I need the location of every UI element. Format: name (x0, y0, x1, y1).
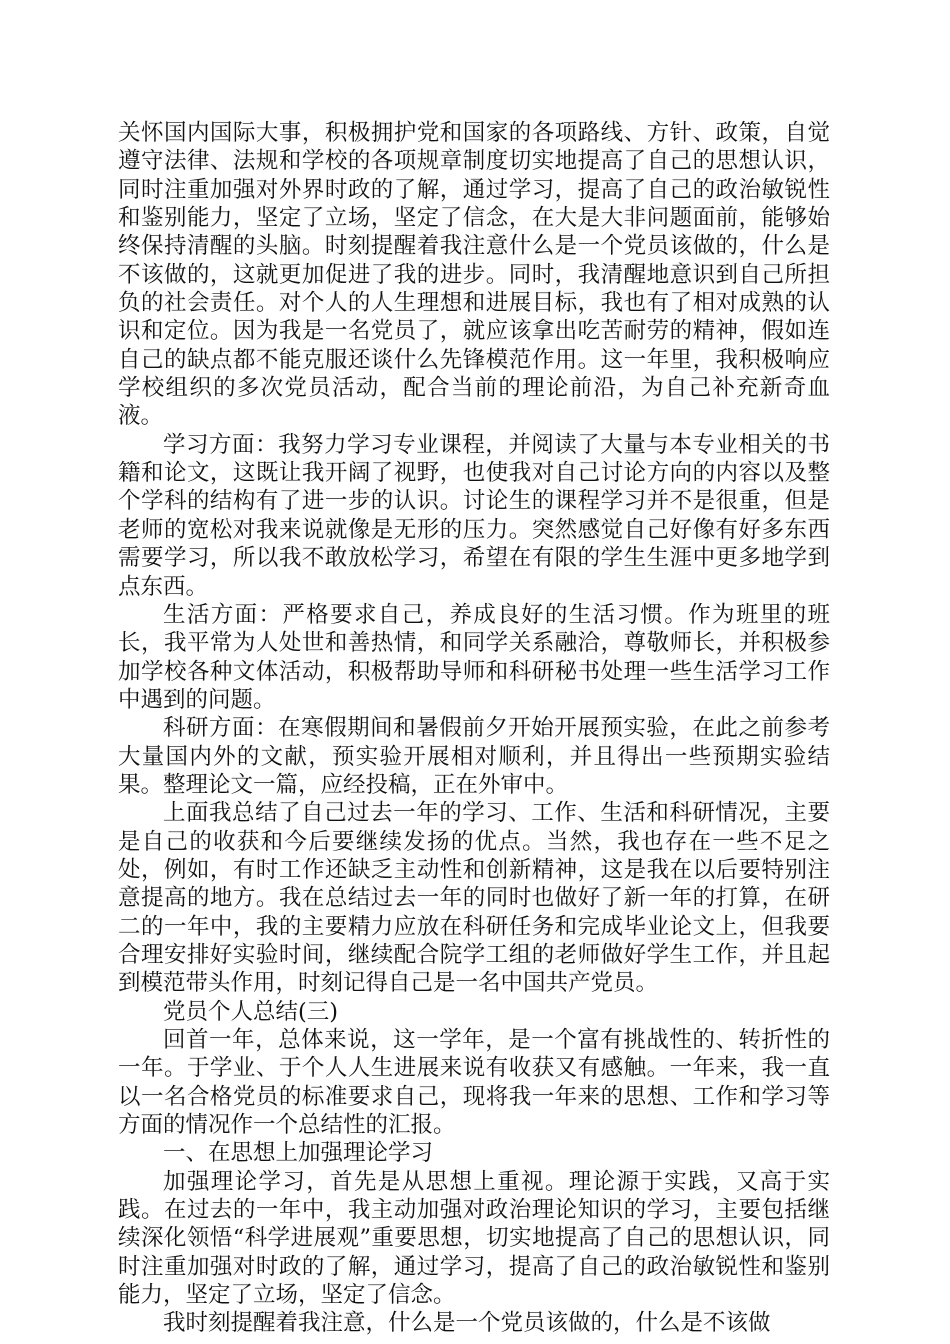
subsection-heading: 一、在思想上加强理论学习 (163, 1140, 434, 1167)
paragraph-research: 科研方面：在寒假期间和暑假前夕开始开展预实验，在此之前参考大量国内外的文献，预实验开展相对顺利，并且得出一些预期实验结果。整理论文一篇，应经投稿，正在外审中。 (118, 715, 830, 798)
paragraph-review: 回首一年，总体来说，这一学年，是一个富有挑战性的、转折性的一年。于学业、于个人人生进展来说有收获又有感触。一年来，我一直以一名合格党员的标准要求自己，现将我一年来的思想、工作和学习等方面的情况作一个总结性的汇报。 (118, 1027, 830, 1139)
section-title: 党员个人总结(三) (163, 998, 339, 1025)
paragraph-study: 学习方面：我努力学习专业课程，并阅读了大量与本专业相关的书籍和论文，这既让我开阔了视野，也使我对自己讨论方向的内容以及整个学科的结构有了进一步的认识。讨论生的课程学习并不是很重，但是老师的宽松对我来说就像是无形的压力。突然感觉自己好像有好多东西需要学习，所以我不敢放松学习，希望在有限的学生生涯中更多地学到点东西。 (118, 431, 830, 600)
paragraph-reminder: 我时刻提醒着我注意，什么是一个党员该做的，什么是不该做 (163, 1310, 771, 1337)
document-page (118, 119, 830, 1338)
paragraph-theory: 加强理论学习，首先是从思想上重视。理论源于实践，又高于实践。在过去的一年中，我主动加强对政治理论知识的学习，主要包括继续深化领悟“科学进展观”重要思想，切实地提高了自己的思想认识，同时注重加强对时政的了解，通过学习，提高了自己的政治敏锐性和鉴别能力，坚定了立场，坚定了信念。 (118, 1168, 830, 1309)
paragraph-continuation: 关怀国内国际大事，积极拥护党和国家的各项路线、方针、政策，自觉遵守法律、法规和学校的各项规章制度切实地提高了自己的思想认识，同时注重加强对外界时政的了解，通过学习，提高了自己的政治敏锐性和鉴别能力，坚定了立场，坚定了信念，在大是大非问题面前，能够始终保持清醒的头脑。时刻提醒着我注意什么是一个党员该做的，什么是不该做的，这就更加促进了我的进步。同时，我清醒地意识到自己所担负的社会责任。对个人的人生理想和进展目标，我也有了相对成熟的认识和定位。因为我是一名党员了，就应该拿出吃苦耐劳的精神，假如连自己的缺点都不能克服还谈什么先锋模范作用。这一年里，我积极响应学校组织的多次党员活动，配合当前的理论前沿，为自己补充新奇血液。 (118, 120, 830, 430)
paragraph-life: 生活方面：严格要求自己，养成良好的生活习惯。作为班里的班长，我平常为人处世和善热情，和同学关系融洽，尊敬师长，并积极参加学校各种文体活动，积极帮助导师和科研秘书处理一些生活学习工作中遇到的问题。 (118, 601, 830, 713)
paragraph-summary: 上面我总结了自己过去一年的学习、工作、生活和科研情况，主要是自己的收获和今后要继续发扬的优点。当然，我也存在一些不足之处，例如，有时工作还缺乏主动性和创新精神，这是我在以后要特别注意提高的地方。我在总结过去一年的同时也做好了新一年的打算，在研二的一年中，我的主要精力应放在科研任务和完成毕业论文上，但我要合理安排好实验时间，继续配合院学工组的老师做好学生工作，并且起到模范带头作用，时刻记得自己是一名中国共产党员。 (118, 800, 830, 997)
